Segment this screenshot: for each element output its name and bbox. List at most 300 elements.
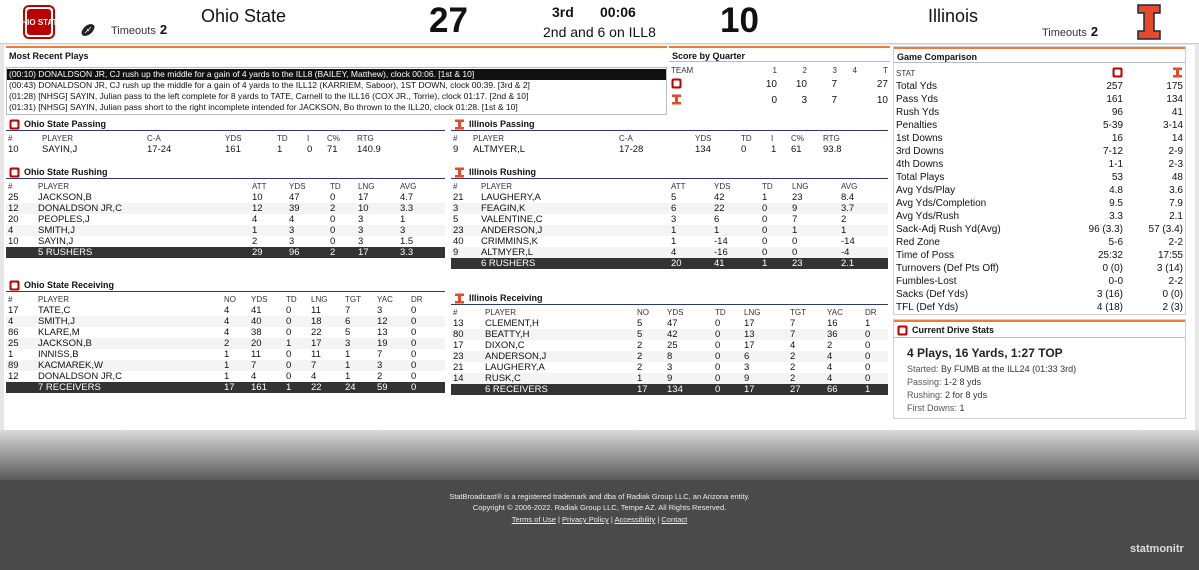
stat-cell: 140.9 <box>357 144 381 155</box>
total-cell: 66 <box>825 384 863 395</box>
stat-cell: -4 <box>841 247 850 258</box>
stat-cell: 47 <box>289 192 300 203</box>
total-cell: 23 <box>790 258 839 269</box>
play-item[interactable]: (01:31) [NHSG] SAYIN, Julian pass short to the right incomplete intended for JACKSON, Bo thrown to the ILL20, clock 01:28. [1st & 10] <box>9 102 518 112</box>
stat-cell: 0 <box>330 192 336 203</box>
comparison-osu-value: 9.5 <box>1109 198 1123 209</box>
table-row[interactable] <box>6 203 445 214</box>
stat-cell: 17-24 <box>147 144 172 155</box>
total-cell: 3.3 <box>398 247 445 258</box>
total-cell: 161 <box>249 382 284 393</box>
stat-cell: 7 <box>792 214 798 225</box>
player-name: ALTMYER,L <box>481 247 534 258</box>
totals-row <box>451 384 888 395</box>
stat-cell: 1 <box>224 360 230 371</box>
away-timeouts-value: 2 <box>1090 24 1099 39</box>
column-header: LNG <box>358 182 375 191</box>
accessibility-link[interactable]: Accessibility <box>614 515 656 524</box>
away-team-name: Illinois <box>928 6 979 26</box>
ohio-state-logo-icon <box>9 280 20 291</box>
table-row[interactable] <box>6 360 445 371</box>
table-row[interactable] <box>451 247 888 258</box>
ohio-state-logo-icon <box>897 325 908 336</box>
total-cell <box>451 384 483 395</box>
column-header: C-A <box>147 134 161 143</box>
drive-rushing-label: Rushing: <box>907 390 943 400</box>
column-header: YAC <box>827 308 843 317</box>
stat-cell: 1 <box>771 144 777 155</box>
stat-cell: 7 <box>790 329 796 340</box>
table-row[interactable] <box>451 318 888 329</box>
stat-cell: 3 <box>400 225 406 236</box>
stat-cell: 4 <box>827 351 833 362</box>
stat-cell: 0 <box>715 329 721 340</box>
comparison-osu-value: 3 (16) <box>1096 289 1123 300</box>
table-row[interactable] <box>451 236 888 247</box>
stat-cell: 1 <box>345 371 351 382</box>
main-content <box>4 45 1195 430</box>
table-row[interactable] <box>451 203 888 214</box>
comparison-ill-value: 48 <box>1171 172 1183 183</box>
stat-cell: 11 <box>251 349 261 360</box>
ill-rushing-panel <box>451 165 888 269</box>
column-header: LNG <box>792 182 809 191</box>
drive-started-value: By FUMB at the ILL24 (01:33 3rd) <box>941 364 1077 374</box>
score-by-quarter-table <box>669 65 890 108</box>
stat-cell: 2 <box>637 340 643 351</box>
ohio-state-logo <box>15 4 63 40</box>
stat-cell: 2 <box>637 351 643 362</box>
stat-cell: 0 <box>286 371 292 382</box>
comparison-stat-label: Fumbles-Lost <box>896 276 957 287</box>
stat-cell: 0 <box>411 327 417 338</box>
drive-rushing-value: 2 for 8 yds <box>945 390 988 400</box>
comparison-osu-value: 257 <box>1106 81 1123 92</box>
comparison-osu-value: 3.3 <box>1109 211 1123 222</box>
sbq-ill-q2: 3 <box>801 94 807 106</box>
column-header: I <box>771 134 774 143</box>
stat-cell: 16 <box>827 318 838 329</box>
possession-football-icon <box>80 22 96 38</box>
comparison-ill-value: 17:55 <box>1157 250 1183 261</box>
stat-cell: 2 <box>330 203 336 214</box>
total-cell: 96 <box>287 247 328 258</box>
stat-cell: 2 <box>827 340 833 351</box>
stat-cell: 21 <box>453 362 464 373</box>
illinois-logo-icon <box>454 119 465 130</box>
stat-cell: 23 <box>792 192 803 203</box>
stat-cell: 17 <box>8 305 19 316</box>
stat-cell: 1 <box>345 360 351 371</box>
table-row[interactable] <box>6 349 445 360</box>
table-row[interactable] <box>451 225 888 236</box>
player-name: ALTMYER,L <box>473 144 526 155</box>
stat-cell: 0 <box>715 362 721 373</box>
player-name: JACKSON,B <box>38 338 92 349</box>
stat-cell: 3 <box>345 338 351 349</box>
play-item[interactable]: (00:43) DONALDSON JR, CJ rush up the middle for a gain of 4 yards to the ILL12 (KARRIEM, Saboor), 1ST DOWN, clock 00:39. [3rd & 2] <box>9 80 530 90</box>
stat-cell: 3 <box>377 360 383 371</box>
comparison-ill-value: 175 <box>1166 81 1183 92</box>
total-cell: 1 <box>760 258 790 269</box>
player-name: CLEMENT,H <box>485 318 539 329</box>
stat-cell: 1 <box>400 214 406 225</box>
home-timeouts-label: Timeouts <box>111 25 156 37</box>
column-header: YDS <box>714 182 731 191</box>
stat-cell: 134 <box>695 144 711 155</box>
column-header: # <box>453 308 458 317</box>
table-row[interactable] <box>451 192 888 203</box>
stat-cell: 0 <box>286 360 292 371</box>
stat-cell: 20 <box>8 214 19 225</box>
column-header: TGT <box>345 295 361 304</box>
sbq-header-total: T <box>883 66 888 75</box>
column-header: PLAYER <box>473 134 504 143</box>
player-name: SAYIN,J <box>42 144 78 155</box>
sbq-osu-q4 <box>839 76 859 92</box>
osu-receiving-title: Ohio State Receiving <box>24 280 115 290</box>
comparison-osu-value: 0 (0) <box>1102 263 1123 274</box>
stat-cell: 0 <box>865 329 871 340</box>
table-row[interactable] <box>6 225 445 236</box>
stat-cell: 4 <box>251 371 257 382</box>
table-header-row <box>6 133 445 144</box>
osu-rushing-title: Ohio State Rushing <box>24 167 108 177</box>
stat-cell: 22 <box>714 203 725 214</box>
player-name: JACKSON,B <box>38 192 92 203</box>
stat-cell: 1 <box>345 349 351 360</box>
table-header-row <box>451 307 888 318</box>
stat-cell: 3 <box>289 225 295 236</box>
column-header: TGT <box>790 308 806 317</box>
column-header: DR <box>865 308 877 317</box>
player-name: LAUGHERY,A <box>481 192 541 203</box>
total-cell: 27 <box>788 384 825 395</box>
stat-cell: 0 <box>411 371 417 382</box>
stat-cell: 17-28 <box>619 144 644 155</box>
drive-passing-value: 1-2 8 yds <box>944 377 982 387</box>
table-row[interactable] <box>6 144 445 155</box>
stat-cell: 13 <box>453 318 464 329</box>
comparison-stat-label: TFL (Def Yds) <box>896 302 959 313</box>
table-row[interactable] <box>6 371 445 382</box>
total-cell: 6 RUSHERS <box>479 258 669 269</box>
comparison-osu-value: 5-6 <box>1108 237 1123 248</box>
stat-cell: 1 <box>865 318 871 329</box>
totals-row <box>6 382 445 393</box>
comparison-stat-label: Avg Yds/Play <box>896 185 956 196</box>
stat-cell: 1 <box>277 144 283 155</box>
footer-separator: | <box>557 515 560 524</box>
column-header: C-A <box>619 134 633 143</box>
column-header: YDS <box>667 308 684 317</box>
table-row[interactable] <box>6 327 445 338</box>
stat-cell: 9 <box>453 144 459 155</box>
comparison-osu-value: 161 <box>1106 94 1123 105</box>
comparison-ill-value: 3.6 <box>1169 185 1183 196</box>
sbq-header-q4: 4 <box>852 66 857 75</box>
comparison-ill-value: 2.1 <box>1169 211 1183 222</box>
sbq-osu-total: 27 <box>876 78 888 90</box>
stat-cell: 4 <box>311 371 317 382</box>
player-name: RUSK,C <box>485 373 521 384</box>
stat-cell: 2 <box>224 338 230 349</box>
stat-cell: 1 <box>224 371 230 382</box>
stat-cell: 10 <box>358 203 369 214</box>
stat-cell: 4 <box>289 214 295 225</box>
sbq-ill-total: 10 <box>876 94 888 106</box>
total-cell: 17 <box>356 247 398 258</box>
table-row[interactable] <box>451 351 888 362</box>
player-name: ANDERSON,J <box>481 225 543 236</box>
stat-cell: 6 <box>345 316 351 327</box>
home-timeouts-value: 2 <box>159 22 168 37</box>
stat-cell: 0 <box>865 373 871 384</box>
stat-cell: 0 <box>762 247 768 258</box>
stat-cell: 2 <box>377 371 383 382</box>
comparison-row <box>894 119 1185 132</box>
recent-plays-panel <box>6 46 667 115</box>
illinois-logo <box>1137 4 1161 40</box>
stat-cell: 0 <box>762 203 768 214</box>
comparison-row <box>894 93 1185 106</box>
ill-receiving-panel <box>451 291 888 395</box>
game-period: 3rd <box>552 4 574 20</box>
stat-cell: 6 <box>714 214 720 225</box>
stat-cell: 12 <box>377 316 388 327</box>
privacy-link[interactable]: Privacy Policy <box>562 515 609 524</box>
comparison-row <box>894 262 1185 275</box>
total-cell: 0 <box>713 384 742 395</box>
comparison-ill-value: 57 (3.4) <box>1148 224 1183 235</box>
stat-cell: 39 <box>289 203 300 214</box>
comparison-stat-label: Avg Yds/Rush <box>896 211 960 222</box>
play-item[interactable]: (01:28) [NHSG] SAYIN, Julian pass to the left complete for 8 yards to TATE, Carnell to the ILL16 (COX JR., Torrie), clock 01:17. [2nd & 10] <box>9 91 529 101</box>
comparison-ill-value: 134 <box>1166 94 1183 105</box>
column-header: RTG <box>823 134 840 143</box>
ohio-state-logo-icon <box>9 119 20 130</box>
table-row[interactable] <box>6 316 445 327</box>
statmonitr-brand: statmonitr <box>1130 543 1184 555</box>
column-header: TD <box>715 308 726 317</box>
column-header: YAC <box>377 295 393 304</box>
stat-cell: 17 <box>744 340 755 351</box>
player-name: SAYIN,J <box>38 236 74 247</box>
total-cell: 22 <box>309 382 343 393</box>
column-header: I <box>307 134 310 143</box>
stat-cell: 4 <box>827 362 833 373</box>
total-cell: 1 <box>284 382 309 393</box>
stat-cell: -14 <box>841 236 855 247</box>
table-row[interactable] <box>6 236 445 247</box>
comparison-row <box>894 223 1185 236</box>
comparison-ill-value: 41 <box>1171 107 1183 118</box>
osu-receiving-panel <box>6 278 445 393</box>
stat-cell: 4 <box>8 316 14 327</box>
stat-cell: 17 <box>453 340 464 351</box>
table-row[interactable] <box>6 305 445 316</box>
ill-rushing-table <box>451 181 888 269</box>
stat-cell: 4 <box>224 316 230 327</box>
comparison-row <box>894 236 1185 249</box>
player-name: DONALDSON JR,C <box>38 203 122 214</box>
total-cell: 1 <box>863 384 888 395</box>
total-cell <box>6 247 36 258</box>
stat-cell: 3 <box>667 362 673 373</box>
stat-cell: 4 <box>224 327 230 338</box>
table-header-row <box>6 294 445 305</box>
stat-cell: 61 <box>791 144 802 155</box>
stat-cell: 4 <box>252 214 258 225</box>
stat-cell: 0 <box>715 340 721 351</box>
comparison-osu-value: 0-0 <box>1108 276 1123 287</box>
down-and-distance: 2nd and 6 on ILL8 <box>543 24 656 40</box>
stat-cell: 23 <box>453 351 464 362</box>
sbq-header-q3: 3 <box>832 66 837 75</box>
column-header: PLAYER <box>481 182 512 191</box>
stat-cell: 7 <box>311 360 317 371</box>
stat-cell: 10 <box>8 236 19 247</box>
total-cell: 2 <box>328 247 356 258</box>
stat-cell: 7 <box>377 349 383 360</box>
stat-cell: 40 <box>453 236 464 247</box>
comparison-ill-value: 0 (0) <box>1162 289 1183 300</box>
comparison-stat-label: Turnovers (Def Pts Off) <box>896 263 999 274</box>
table-row[interactable] <box>451 373 888 384</box>
column-header: YDS <box>251 295 268 304</box>
stat-cell: 0 <box>865 362 871 373</box>
comparison-osu-value: 4 (18) <box>1096 302 1123 313</box>
stat-cell: 161 <box>225 144 241 155</box>
stat-cell: 4 <box>8 225 14 236</box>
stat-cell: 2 <box>841 214 847 225</box>
sbq-osu-q3: 7 <box>831 78 837 90</box>
stat-cell: 1 <box>841 225 847 236</box>
column-header: # <box>8 134 13 143</box>
table-row[interactable] <box>451 144 888 155</box>
play-item[interactable]: (00:10) DONALDSON JR, CJ rush up the middle for a gain of 4 yards to the ILL8 (BAILEY, Matthew), clock 00:06. [1st & 10] <box>7 69 666 80</box>
current-drive-title: Current Drive Stats <box>912 325 995 335</box>
terms-link[interactable]: Terms of Use <box>511 515 556 524</box>
column-header: TD <box>741 134 752 143</box>
game-comparison-table <box>894 66 1185 314</box>
illinois-logo-icon <box>454 167 465 178</box>
stat-cell: 4 <box>224 305 230 316</box>
contact-link[interactable]: Contact <box>661 515 688 524</box>
sbq-ill-q1: 0 <box>771 94 777 106</box>
page-footer <box>0 480 1199 570</box>
comparison-stat-label: Penalties <box>896 120 938 131</box>
footer-links <box>0 513 1199 527</box>
osu-passing-title: Ohio State Passing <box>24 119 107 129</box>
total-cell: 7 RECEIVERS <box>36 382 222 393</box>
drive-firstdowns-value: 1 <box>959 403 965 413</box>
stat-cell: 2 <box>637 362 643 373</box>
comparison-stat-label: 1st Downs <box>896 133 943 144</box>
stat-cell: 9 <box>453 247 459 258</box>
table-row[interactable] <box>451 340 888 351</box>
comparison-stat-header: STAT <box>896 68 916 78</box>
stat-cell: 1 <box>671 225 677 236</box>
stat-cell: 0 <box>865 340 871 351</box>
sbq-ill-q3: 7 <box>831 94 837 106</box>
stat-cell: 5 <box>345 327 351 338</box>
stat-cell: 11 <box>311 305 321 316</box>
comparison-osu-value: 53 <box>1111 172 1123 183</box>
stat-cell: 0 <box>762 225 768 236</box>
stat-cell: 12 <box>252 203 263 214</box>
stat-cell: 4 <box>671 247 677 258</box>
stat-cell: 3.3 <box>400 203 414 214</box>
table-row[interactable] <box>6 192 445 203</box>
table-row[interactable] <box>451 329 888 340</box>
player-name: VALENTINE,C <box>481 214 543 225</box>
comparison-row <box>894 145 1185 158</box>
comparison-stat-label: Time of Poss <box>896 250 954 261</box>
table-header-row <box>451 133 888 144</box>
footer-fade <box>0 430 1199 480</box>
osu-rushing-panel <box>6 165 445 258</box>
column-header: YDS <box>289 182 306 191</box>
stat-cell: 89 <box>8 360 19 371</box>
stat-cell: 0 <box>715 373 721 384</box>
stat-cell: 0 <box>411 360 417 371</box>
drive-headline: 4 Plays, 16 Yards, 1:27 TOP <box>907 346 1063 360</box>
ill-passing-table <box>451 133 888 155</box>
stat-cell: 5 <box>453 214 459 225</box>
stat-cell: 40 <box>251 316 262 327</box>
player-name: KLARE,M <box>38 327 80 338</box>
player-name: TATE,C <box>38 305 71 316</box>
comparison-osu-value: 4.8 <box>1109 185 1123 196</box>
column-header: C% <box>327 134 340 143</box>
stat-cell: 0 <box>286 327 292 338</box>
column-header: AVG <box>841 182 858 191</box>
column-header: LNG <box>311 295 328 304</box>
total-cell: 17 <box>222 382 249 393</box>
comparison-stat-label: Total Plays <box>896 172 945 183</box>
ill-receiving-table <box>451 307 888 395</box>
stat-cell: 0 <box>411 338 417 349</box>
stat-cell: 0 <box>762 236 768 247</box>
stat-cell: 1 <box>671 236 677 247</box>
drive-passing-label: Passing: <box>907 377 942 387</box>
stat-cell: 8 <box>667 351 673 362</box>
sbq-osu-q1: 10 <box>765 78 777 90</box>
stat-cell: 19 <box>377 338 388 349</box>
sbq-header-q1: 1 <box>772 66 777 75</box>
score-by-quarter-title: Score by Quarter <box>669 50 890 62</box>
player-name: INNISS,B <box>38 349 79 360</box>
stat-cell: 17 <box>311 338 322 349</box>
total-cell: 59 <box>375 382 409 393</box>
stat-cell: 42 <box>714 192 725 203</box>
column-header: PLAYER <box>38 295 69 304</box>
table-row[interactable] <box>451 362 888 373</box>
stat-cell: 0 <box>865 351 871 362</box>
player-name: SMITH,J <box>38 225 75 236</box>
comparison-stat-label: Pass Yds <box>896 94 939 105</box>
comparison-row <box>894 249 1185 262</box>
game-clock: 00:06 <box>600 4 636 20</box>
stat-cell: 11 <box>311 349 321 360</box>
table-row[interactable] <box>6 338 445 349</box>
comparison-row <box>894 184 1185 197</box>
osu-passing-table <box>6 133 445 155</box>
table-row[interactable] <box>451 214 888 225</box>
table-row[interactable] <box>6 214 445 225</box>
sbq-ill-q4 <box>839 92 859 108</box>
